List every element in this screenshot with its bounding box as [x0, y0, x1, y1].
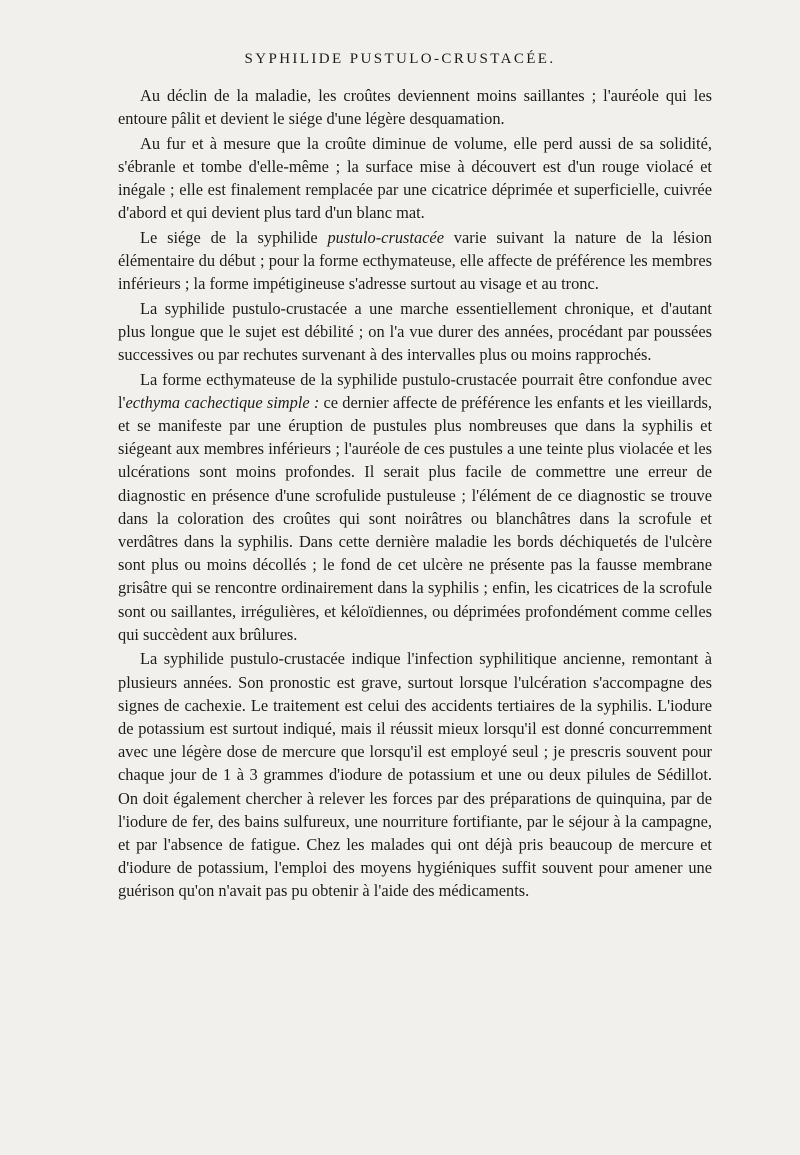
paragraph-5-italic-term: ecthyma cachectique simple : — [125, 392, 320, 412]
paragraph-1 — [118, 84, 712, 130]
paragraph-4-text: La syphilide pustulo-crustacée a une marche essentiellement chronique, et d'autant plus longue que le sujet est débilité ; on l'a vue durer des années, procédant par poussées successives ou par rechutes survenant à des intervalles plus ou moins rapprochés. — [118, 298, 712, 365]
paragraph-3-italic-term: pustulo-crustacée — [327, 227, 444, 247]
body-text — [118, 84, 712, 904]
running-title: SYPHILIDE PUSTULO-CRUSTACÉE. — [244, 51, 556, 67]
paragraph-3-text-start: Le siége de la syphilide — [140, 227, 328, 247]
paragraph-6-text: La syphilide pustulo-crustacée indique l'infection syphilitique ancienne, remontant à plusieurs années. Son pronostic est grave, surtout lorsque l'ulcération s'accompagne des signes de cachexie. Le traitement est celui des accidents tertiaires de la syphilis. L'iodure de potassium est surtout indiqué, mais il réussit mieux lorsqu'il est donné concurremment avec une légère dose de mercure que lorsqu'il est employé seul ; je prescris souvent pour chaque jour de 1 à 3 grammes d'iodure de potassium et une ou deux pilules de Sédillot. On doit également chercher à relever les forces par des préparations de quinquina, par de l'iodure de fer, des bains sulfureux, une nourriture fortifiante, par le séjour à la campagne, et par l'absence de fatigue. Chez les malades qui ont déjà pris beaucoup de mercure et d'iodure de potassium, l'emploi des moyens hygiéniques suffit souvent pour amener une guérison qu'on n'avait pas pu obtenir à l'aide des médicaments. — [118, 649, 712, 901]
paragraph-1-text: Au déclin de la maladie, les croûtes deviennent moins saillantes ; l'auréole qui les entoure pâlit et devient le siége d'une légère desquamation. — [118, 86, 712, 129]
paragraph-5-text-end: ce dernier affecte de préférence les enfants et les vieillards, et se manifeste par une éruption de pustules plus nombreuses que dans la syphilis et siégeant aux membres inférieurs ; l'auréole de ces pustules a une teinte plus violacée et les ulcérations sont moins profondes. Il serait plus facile de commettre une erreur de diagnostic en présence d'une scrofulide pustuleuse ; l'élément de ce diagnostic se trouve dans la coloration des croûtes qui sont noirâtres ou blanchâtres dans la scrofule et verdâtres dans la syphilis. Dans cette dernière maladie les bords déchiquetés de l'ulcère sont plus ou moins décollés ; le fond de cet ulcère ne présente pas la fausse membrane grisâtre qui se rencontre ordinairement dans la syphilis ; enfin, les cicatrices de la scrofule sont ou saillantes, irrégulières, et kéloïdiennes, ou déprimées profondément comme celles qui succèdent aux brûlures. — [118, 392, 712, 644]
paragraph-5-text-start: La forme ecthymateuse de la syphilide pustulo-crustacée pourrait être confondue avec l' — [118, 369, 712, 412]
paragraph-5 — [118, 368, 712, 646]
paragraph-3 — [118, 226, 712, 296]
paragraph-3-text-end: varie suivant la nature de la lésion élémentaire du début ; pour la forme ecthymateuse, elle affecte de préférence les membres inférieurs ; la forme impétigineuse s'adresse surtout au visage et au tronc. — [118, 227, 712, 294]
paragraph-2-text: Au fur et à mesure que la croûte diminue de volume, elle perd aussi de sa solidité, s'ébranle et tombe d'elle-même ; la surface mise à découvert est d'un rouge violacé et inégale ; elle est finalement remplacée par une cicatrice déprimée et superficielle, cuivrée d'abord et qui devient plus tard d'un blanc mat. — [118, 133, 712, 223]
paragraph-6 — [118, 647, 712, 902]
paragraph-2 — [118, 132, 712, 225]
paragraph-4 — [118, 297, 712, 367]
